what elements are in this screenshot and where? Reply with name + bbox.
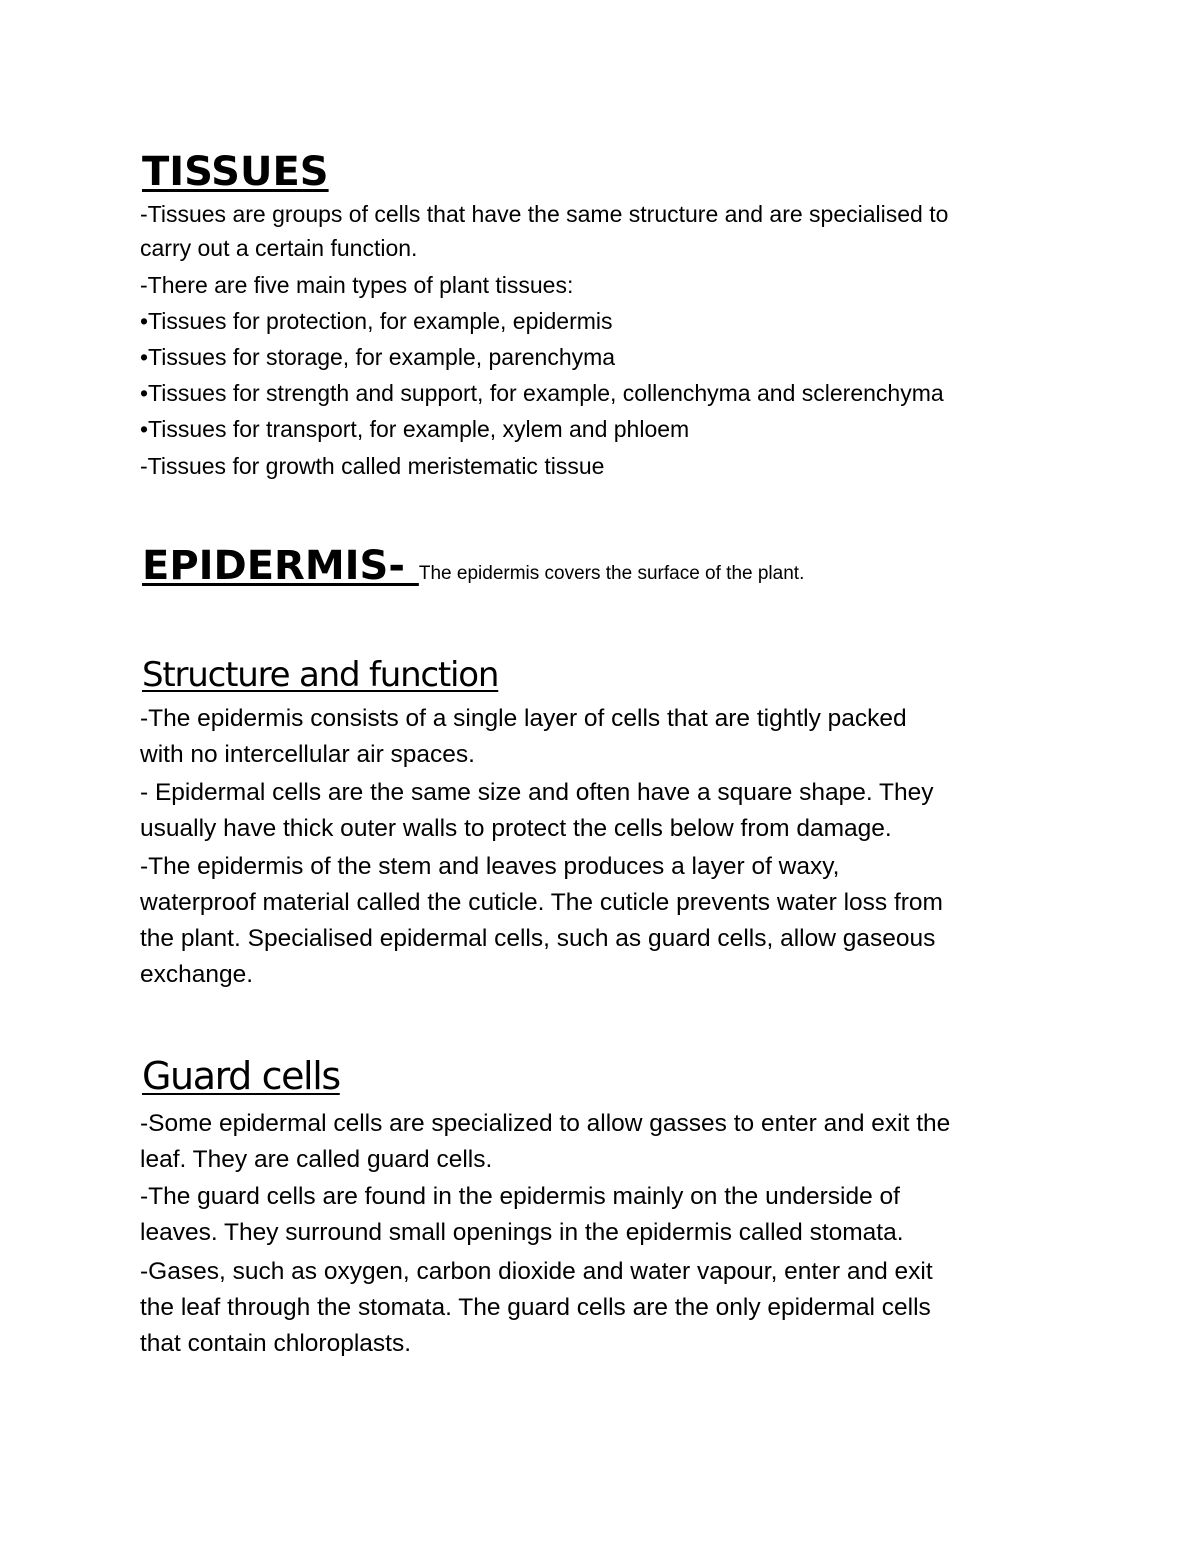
epidermis-heading-row (142, 543, 805, 589)
structure-line-1: -The epidermis consists of a single layer of cells that are tightly packed (140, 705, 907, 732)
structure-line-8: exchange. (140, 961, 254, 988)
tissues-line-1: -Tissues are groups of cells that have the same structure and are specialised to (140, 201, 949, 227)
tissues-line-growth: -Tissues for growth called meristematic tissue (140, 453, 605, 479)
structure-line-2: with no intercellular air spaces. (140, 741, 475, 768)
guard-line-3: -The guard cells are found in the epidermis mainly on the underside of (140, 1183, 900, 1210)
guard-line-6: the leaf through the stomata. The guard cells are the only epidermal cells (140, 1294, 931, 1321)
structure-line-5: -The epidermis of the stem and leaves produces a layer of waxy, (140, 853, 840, 880)
tissues-bullet-strength: •Tissues for strength and support, for example, collenchyma and sclerenchyma (140, 380, 944, 406)
structure-heading: Structure and function (142, 655, 499, 695)
guard-line-4: leaves. They surround small openings in the epidermis called stomata. (140, 1219, 904, 1246)
tissues-line-3: -There are five main types of plant tissues: (140, 272, 574, 298)
structure-line-7: the plant. Specialised epidermal cells, such as guard cells, allow gaseous (140, 925, 936, 952)
structure-line-4: usually have thick outer walls to protect the cells below from damage. (140, 815, 892, 842)
epidermis-note: The epidermis covers the surface of the plant. (418, 563, 805, 584)
epidermis-heading: EPIDERMIS- (142, 543, 419, 589)
guard-line-2: leaf. They are called guard cells. (140, 1146, 493, 1173)
guard-line-7: that contain chloroplasts. (140, 1330, 412, 1357)
structure-line-3: - Epidermal cells are the same size and often have a square shape. They (140, 779, 934, 806)
guard-line-5: -Gases, such as oxygen, carbon dioxide and water vapour, enter and exit (140, 1258, 933, 1285)
tissues-line-2: carry out a certain function. (140, 235, 418, 261)
tissues-heading: TISSUES (142, 149, 329, 195)
structure-line-6: waterproof material called the cuticle. The cuticle prevents water loss from (140, 889, 943, 916)
tissues-bullet-storage: •Tissues for storage, for example, parenchyma (140, 344, 616, 370)
tissues-bullet-protection: •Tissues for protection, for example, epidermis (140, 308, 613, 334)
tissues-bullet-transport: •Tissues for transport, for example, xylem and phloem (140, 416, 690, 442)
guard-line-1: -Some epidermal cells are specialized to allow gasses to enter and exit the (140, 1110, 951, 1137)
guard-cells-heading: Guard cells (142, 1054, 340, 1098)
